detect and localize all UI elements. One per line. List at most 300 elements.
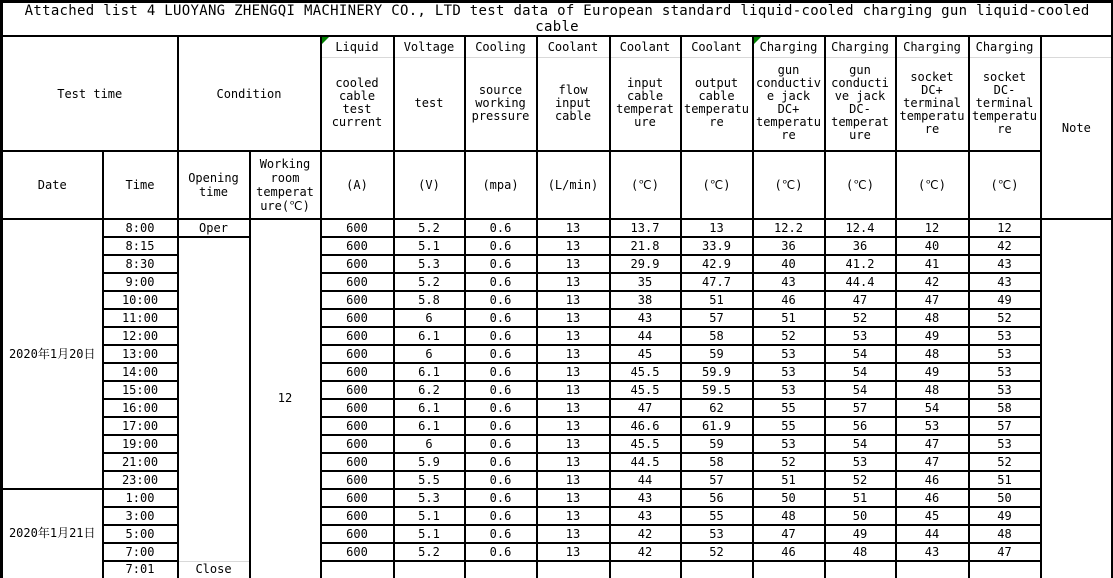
cell-value[interactable]: 600 xyxy=(321,309,394,327)
cell-value[interactable]: 600 xyxy=(321,345,394,363)
cell-value[interactable]: 6 xyxy=(394,345,465,363)
cell-value[interactable]: 12 xyxy=(896,219,969,237)
cell-value[interactable]: 0.6 xyxy=(465,543,537,561)
header-measure-top-word: Coolant xyxy=(538,37,609,58)
header-unit: (℃) xyxy=(896,151,969,219)
error-indicator-triangle-icon xyxy=(754,37,761,44)
cell-value[interactable]: 0.6 xyxy=(465,399,537,417)
cell-value[interactable]: 48 xyxy=(896,381,969,399)
cell-value[interactable]: 600 xyxy=(321,471,394,489)
cell-value[interactable] xyxy=(321,561,394,578)
cell-value[interactable]: 5.2 xyxy=(394,273,465,291)
cell-value[interactable]: 53 xyxy=(896,417,969,435)
header-opening-time: Opening time xyxy=(178,151,250,219)
cell-time[interactable]: 8:30 xyxy=(103,255,178,273)
table-row xyxy=(2,273,1113,291)
header-measure-top-word: Coolant xyxy=(611,37,680,58)
cell-value[interactable]: 600 xyxy=(321,507,394,525)
header-note: Note xyxy=(1041,36,1113,219)
table-row xyxy=(2,489,1113,507)
header-unit: (A) xyxy=(321,151,394,219)
header-measure-top-word: Voltage xyxy=(395,37,464,58)
cell-value[interactable]: 56 xyxy=(825,417,896,435)
cell-value[interactable]: 600 xyxy=(321,399,394,417)
table-row xyxy=(2,309,1113,327)
header-measure-top-word: Charging xyxy=(897,37,968,58)
header-measure-description: socket DC- terminal temperature xyxy=(971,69,1038,136)
header-measure-description: source working pressure xyxy=(471,82,530,123)
cell-value[interactable] xyxy=(681,561,753,578)
header-unit: (℃) xyxy=(969,151,1041,219)
table-row xyxy=(2,291,1113,309)
header-unit: (L/min) xyxy=(537,151,610,219)
header-row-1 xyxy=(2,36,1113,151)
cell-value[interactable]: 53 xyxy=(969,435,1041,453)
cell-value[interactable]: 6 xyxy=(394,435,465,453)
header-test-time: Test time xyxy=(2,36,178,151)
table-row xyxy=(2,327,1113,345)
cell-value[interactable]: 46.6 xyxy=(610,417,681,435)
cell-value[interactable]: 48 xyxy=(753,507,825,525)
cell-value[interactable]: 47 xyxy=(896,291,969,309)
cell-value[interactable]: 600 xyxy=(321,237,394,255)
header-measure-description: socket DC+ terminal temperature xyxy=(899,69,965,136)
table-row xyxy=(2,435,1113,453)
cell-value[interactable]: 0.6 xyxy=(465,255,537,273)
cell-value[interactable]: 48 xyxy=(896,309,969,327)
cell-value[interactable]: 41.2 xyxy=(825,255,896,273)
cell-value[interactable]: 54 xyxy=(825,345,896,363)
cell-value[interactable]: 13 xyxy=(537,363,610,381)
header-row-2 xyxy=(2,151,1113,219)
cell-value[interactable]: 53 xyxy=(753,363,825,381)
cell-value[interactable]: 0.6 xyxy=(465,237,537,255)
cell-value[interactable]: 44.4 xyxy=(825,273,896,291)
cell-time[interactable]: 7:01 xyxy=(103,561,178,578)
cell-value[interactable]: 5.8 xyxy=(394,291,465,309)
cell-value[interactable] xyxy=(465,561,537,578)
cell-value[interactable]: 13 xyxy=(537,219,610,237)
cell-note[interactable] xyxy=(1041,219,1113,578)
cell-value[interactable]: 35 xyxy=(610,273,681,291)
cell-value[interactable]: 43 xyxy=(896,543,969,561)
cell-value[interactable]: 600 xyxy=(321,525,394,543)
cell-value[interactable]: 6.1 xyxy=(394,327,465,345)
cell-opening-oper[interactable]: Oper xyxy=(178,219,250,237)
cell-value[interactable]: 52 xyxy=(825,309,896,327)
cell-value[interactable]: 0.6 xyxy=(465,291,537,309)
cell-opening-close[interactable]: Close xyxy=(178,561,250,578)
header-measure-column xyxy=(825,36,896,151)
cell-value[interactable]: 46 xyxy=(753,543,825,561)
cell-time[interactable]: 8:15 xyxy=(103,237,178,255)
cell-value[interactable]: 43 xyxy=(610,489,681,507)
cell-value[interactable]: 36 xyxy=(753,237,825,255)
cell-value[interactable]: 13 xyxy=(537,381,610,399)
cell-value[interactable]: 52 xyxy=(825,471,896,489)
cell-value[interactable]: 600 xyxy=(321,327,394,345)
cell-value[interactable]: 43 xyxy=(610,507,681,525)
table-row xyxy=(2,507,1113,525)
cell-value[interactable]: 6.1 xyxy=(394,399,465,417)
header-measure-column xyxy=(465,36,537,151)
header-measure-description: output cable temperature xyxy=(683,76,750,129)
cell-value[interactable]: 600 xyxy=(321,219,394,237)
cell-value[interactable]: 13 xyxy=(537,399,610,417)
cell-value[interactable]: 49 xyxy=(969,507,1041,525)
cell-value[interactable]: 43 xyxy=(610,309,681,327)
cell-value[interactable]: 0.6 xyxy=(465,345,537,363)
table-row xyxy=(2,255,1113,273)
cell-value[interactable]: 48 xyxy=(969,525,1041,543)
cell-value[interactable]: 12.2 xyxy=(753,219,825,237)
header-unit: (mpa) xyxy=(465,151,537,219)
cell-value[interactable]: 5.1 xyxy=(394,507,465,525)
cell-value[interactable]: 13 xyxy=(537,507,610,525)
cell-value[interactable]: 13 xyxy=(537,345,610,363)
cell-time[interactable]: 19:00 xyxy=(103,435,178,453)
cell-time[interactable]: 23:00 xyxy=(103,471,178,489)
cell-time[interactable]: 14:00 xyxy=(103,363,178,381)
cell-value[interactable]: 42 xyxy=(610,543,681,561)
cell-value[interactable]: 600 xyxy=(321,381,394,399)
cell-value[interactable]: 13.7 xyxy=(610,219,681,237)
cell-value[interactable]: 50 xyxy=(825,507,896,525)
cell-value[interactable]: 49 xyxy=(969,291,1041,309)
cell-value[interactable]: 62 xyxy=(681,399,753,417)
table-row xyxy=(2,237,1113,255)
header-measure-top-word: Charging xyxy=(754,37,824,58)
cell-value[interactable]: 5.1 xyxy=(394,237,465,255)
cell-value[interactable]: 12.4 xyxy=(825,219,896,237)
cell-value[interactable]: 53 xyxy=(969,327,1041,345)
cell-value[interactable]: 44 xyxy=(610,471,681,489)
cell-value[interactable]: 600 xyxy=(321,363,394,381)
header-measure-top-word: Charging xyxy=(970,37,1040,58)
cell-value[interactable]: 13 xyxy=(537,273,610,291)
cell-value[interactable]: 45.5 xyxy=(610,381,681,399)
cell-value[interactable]: 600 xyxy=(321,291,394,309)
cell-value[interactable]: 12 xyxy=(969,219,1041,237)
cell-value[interactable]: 13 xyxy=(537,453,610,471)
cell-value[interactable]: 44.5 xyxy=(610,453,681,471)
cell-value[interactable]: 600 xyxy=(321,435,394,453)
cell-value[interactable] xyxy=(537,561,610,578)
cell-value[interactable]: 43 xyxy=(969,273,1041,291)
cell-value[interactable]: 44 xyxy=(896,525,969,543)
cell-value[interactable]: 50 xyxy=(969,489,1041,507)
header-time: Time xyxy=(103,151,178,219)
cell-value[interactable]: 47 xyxy=(896,435,969,453)
cell-value[interactable]: 45.5 xyxy=(610,435,681,453)
cell-value[interactable]: 47 xyxy=(753,525,825,543)
cell-value[interactable]: 0.6 xyxy=(465,381,537,399)
cell-time[interactable]: 11:00 xyxy=(103,309,178,327)
cell-value[interactable] xyxy=(394,561,465,578)
header-measure-description: flow input cable xyxy=(554,82,592,123)
cell-value[interactable]: 13 xyxy=(537,237,610,255)
cell-value[interactable]: 600 xyxy=(321,255,394,273)
cell-value[interactable]: 53 xyxy=(969,381,1041,399)
cell-time[interactable]: 13:00 xyxy=(103,345,178,363)
cell-value[interactable]: 49 xyxy=(896,327,969,345)
cell-value[interactable]: 6 xyxy=(394,309,465,327)
table-row xyxy=(2,381,1113,399)
cell-value[interactable]: 57 xyxy=(825,399,896,417)
header-unit: (℃) xyxy=(753,151,825,219)
cell-value[interactable]: 0.6 xyxy=(465,219,537,237)
header-working-room-temp: Working room temperature(℃) xyxy=(250,151,321,219)
cell-value[interactable]: 36 xyxy=(825,237,896,255)
table-row xyxy=(2,219,1113,237)
cell-value[interactable]: 33.9 xyxy=(681,237,753,255)
cell-value[interactable]: 0.6 xyxy=(465,489,537,507)
cell-value[interactable]: 59.9 xyxy=(681,363,753,381)
cell-time[interactable]: 10:00 xyxy=(103,291,178,309)
cell-value[interactable]: 48 xyxy=(896,345,969,363)
header-measure-column xyxy=(681,36,753,151)
header-measure-column xyxy=(321,36,394,151)
table-title: Attached list 4 LUOYANG ZHENGQI MACHINERY CO., LTD test data of European standard liquid-cooled charging gun liquid-cooled cable xyxy=(2,2,1113,37)
cell-value[interactable]: 600 xyxy=(321,543,394,561)
header-measure-column xyxy=(537,36,610,151)
cell-value[interactable]: 6.1 xyxy=(394,417,465,435)
table-row xyxy=(2,543,1113,561)
cell-value[interactable]: 52 xyxy=(681,543,753,561)
header-condition: Condition xyxy=(178,36,321,151)
cell-value[interactable] xyxy=(969,561,1041,578)
cell-value[interactable]: 13 xyxy=(681,219,753,237)
cell-working-room-temp[interactable]: 12 xyxy=(250,219,321,578)
cell-value[interactable]: 0.6 xyxy=(465,363,537,381)
cell-value[interactable]: 5.9 xyxy=(394,453,465,471)
cell-value[interactable]: 57 xyxy=(969,417,1041,435)
cell-time[interactable]: 8:00 xyxy=(103,219,178,237)
cell-value[interactable]: 47 xyxy=(825,291,896,309)
cell-value[interactable]: 52 xyxy=(753,453,825,471)
cell-value[interactable] xyxy=(610,561,681,578)
header-measure-column xyxy=(969,36,1041,151)
cell-value[interactable]: 53 xyxy=(969,363,1041,381)
cell-value[interactable]: 0.6 xyxy=(465,435,537,453)
cell-value[interactable]: 61.9 xyxy=(681,417,753,435)
cell-value[interactable]: 52 xyxy=(969,453,1041,471)
header-measure-column xyxy=(753,36,825,151)
header-measure-description: gun conductive jack DC- temperature xyxy=(831,63,889,142)
cell-value[interactable]: 59 xyxy=(681,435,753,453)
cell-value[interactable]: 600 xyxy=(321,453,394,471)
cell-value[interactable]: 46 xyxy=(896,471,969,489)
cell-value[interactable]: 0.6 xyxy=(465,273,537,291)
header-date: Date xyxy=(2,151,103,219)
cell-value[interactable]: 13 xyxy=(537,489,610,507)
cell-value[interactable]: 0.6 xyxy=(465,309,537,327)
cell-date[interactable]: 2020年1月21日 xyxy=(2,489,103,578)
cell-value[interactable]: 49 xyxy=(825,525,896,543)
cell-value[interactable]: 47 xyxy=(610,399,681,417)
cell-value[interactable]: 6.1 xyxy=(394,363,465,381)
cell-time[interactable]: 1:00 xyxy=(103,489,178,507)
cell-value[interactable]: 47 xyxy=(969,543,1041,561)
cell-value[interactable]: 5.1 xyxy=(394,525,465,543)
cell-value[interactable]: 0.6 xyxy=(465,417,537,435)
cell-value[interactable]: 45.5 xyxy=(610,363,681,381)
error-indicator-triangle-icon xyxy=(322,37,329,44)
table-row xyxy=(2,417,1113,435)
cell-value[interactable]: 59 xyxy=(681,345,753,363)
cell-value[interactable]: 56 xyxy=(681,489,753,507)
cell-time[interactable]: 15:00 xyxy=(103,381,178,399)
cell-value[interactable]: 48 xyxy=(825,543,896,561)
header-unit: (℃) xyxy=(610,151,681,219)
cell-value[interactable]: 53 xyxy=(681,525,753,543)
table-row xyxy=(2,471,1113,489)
cell-value[interactable]: 54 xyxy=(896,399,969,417)
cell-value[interactable]: 47 xyxy=(896,453,969,471)
header-measure-top-word: Liquid xyxy=(322,37,393,58)
header-measure-column xyxy=(394,36,465,151)
header-measure-column xyxy=(896,36,969,151)
cell-value[interactable]: 13 xyxy=(537,309,610,327)
header-measure-description: gun conductive jack DC+ temperature xyxy=(755,63,822,142)
cell-value[interactable]: 49 xyxy=(896,363,969,381)
header-measure-description: test xyxy=(414,95,444,110)
cell-value[interactable]: 0.6 xyxy=(465,507,537,525)
header-measure-description: input cable temperature xyxy=(616,76,674,129)
cell-value[interactable]: 57 xyxy=(681,471,753,489)
cell-value[interactable] xyxy=(825,561,896,578)
cell-opening-blank[interactable] xyxy=(178,237,250,561)
cell-value[interactable]: 40 xyxy=(753,255,825,273)
cell-value[interactable]: 51 xyxy=(753,471,825,489)
table-row xyxy=(2,345,1113,363)
cell-value[interactable]: 58 xyxy=(969,399,1041,417)
cell-time[interactable]: 7:00 xyxy=(103,543,178,561)
cell-value[interactable]: 38 xyxy=(610,291,681,309)
cell-time[interactable]: 17:00 xyxy=(103,417,178,435)
header-measure-top-word: Coolant xyxy=(682,37,752,58)
cell-value[interactable]: 43 xyxy=(969,255,1041,273)
cell-value[interactable]: 55 xyxy=(753,417,825,435)
cell-time[interactable]: 3:00 xyxy=(103,507,178,525)
cell-time[interactable]: 16:00 xyxy=(103,399,178,417)
cell-value[interactable]: 53 xyxy=(969,345,1041,363)
cell-value[interactable]: 55 xyxy=(681,507,753,525)
cell-value[interactable]: 54 xyxy=(825,363,896,381)
cell-value[interactable]: 53 xyxy=(753,381,825,399)
cell-value[interactable]: 44 xyxy=(610,327,681,345)
cell-value[interactable]: 45 xyxy=(896,507,969,525)
cell-value[interactable]: 51 xyxy=(681,291,753,309)
cell-value[interactable]: 13 xyxy=(537,255,610,273)
cell-value[interactable]: 58 xyxy=(681,327,753,345)
header-unit: (℃) xyxy=(681,151,753,219)
cell-value[interactable]: 55 xyxy=(753,399,825,417)
cell-value[interactable]: 58 xyxy=(681,453,753,471)
cell-value[interactable]: 40 xyxy=(896,237,969,255)
cell-value[interactable]: 5.5 xyxy=(394,471,465,489)
header-unit: (V) xyxy=(394,151,465,219)
cell-value[interactable]: 51 xyxy=(753,309,825,327)
header-unit: (℃) xyxy=(825,151,896,219)
cell-value[interactable]: 21.8 xyxy=(610,237,681,255)
cell-value[interactable]: 13 xyxy=(537,435,610,453)
cell-value[interactable]: 5.3 xyxy=(394,255,465,273)
cell-value[interactable]: 13 xyxy=(537,471,610,489)
cell-value[interactable]: 51 xyxy=(969,471,1041,489)
cell-value[interactable]: 13 xyxy=(537,543,610,561)
cell-value[interactable] xyxy=(896,561,969,578)
header-measure-description: cooled cable test current xyxy=(331,76,383,129)
cell-value[interactable]: 600 xyxy=(321,417,394,435)
cell-value[interactable]: 57 xyxy=(681,309,753,327)
cell-value[interactable]: 41 xyxy=(896,255,969,273)
cell-value[interactable]: 54 xyxy=(825,381,896,399)
cell-value[interactable]: 600 xyxy=(321,489,394,507)
cell-value[interactable]: 6.2 xyxy=(394,381,465,399)
cell-value[interactable]: 50 xyxy=(753,489,825,507)
cell-time[interactable]: 21:00 xyxy=(103,453,178,471)
cell-value[interactable]: 5.2 xyxy=(394,543,465,561)
table-row xyxy=(2,525,1113,543)
cell-time[interactable]: 5:00 xyxy=(103,525,178,543)
cell-value[interactable]: 42 xyxy=(896,273,969,291)
cell-value[interactable]: 42.9 xyxy=(681,255,753,273)
cell-value[interactable]: 13 xyxy=(537,327,610,345)
cell-value[interactable]: 600 xyxy=(321,273,394,291)
cell-value[interactable]: 53 xyxy=(753,345,825,363)
cell-value[interactable]: 0.6 xyxy=(465,453,537,471)
cell-value[interactable]: 53 xyxy=(753,435,825,453)
cell-time[interactable]: 12:00 xyxy=(103,327,178,345)
cell-value[interactable] xyxy=(753,561,825,578)
cell-value[interactable]: 46 xyxy=(753,291,825,309)
table-row xyxy=(2,561,1113,578)
cell-value[interactable]: 5.2 xyxy=(394,219,465,237)
cell-value[interactable]: 52 xyxy=(969,309,1041,327)
cell-value[interactable]: 53 xyxy=(825,327,896,345)
cell-value[interactable]: 5.3 xyxy=(394,489,465,507)
cell-value[interactable]: 54 xyxy=(825,435,896,453)
cell-time[interactable]: 9:00 xyxy=(103,273,178,291)
cell-value[interactable]: 0.6 xyxy=(465,471,537,489)
cell-value[interactable]: 59.5 xyxy=(681,381,753,399)
header-measure-column xyxy=(610,36,681,151)
cell-value[interactable]: 13 xyxy=(537,291,610,309)
cell-value[interactable]: 0.6 xyxy=(465,327,537,345)
cell-value[interactable]: 53 xyxy=(825,453,896,471)
cell-value[interactable]: 13 xyxy=(537,417,610,435)
cell-date[interactable]: 2020年1月20日 xyxy=(2,219,103,489)
cell-value[interactable]: 46 xyxy=(896,489,969,507)
cell-value[interactable]: 0.6 xyxy=(465,525,537,543)
cell-value[interactable]: 43 xyxy=(753,273,825,291)
table-row xyxy=(2,363,1113,381)
cell-value[interactable]: 13 xyxy=(537,525,610,543)
cell-value[interactable]: 51 xyxy=(825,489,896,507)
title-row xyxy=(2,2,1113,37)
table-row xyxy=(2,399,1113,417)
table-row xyxy=(2,453,1113,471)
cell-value[interactable]: 29.9 xyxy=(610,255,681,273)
header-measure-top-word: Charging xyxy=(826,37,895,58)
cell-value[interactable]: 42 xyxy=(610,525,681,543)
cell-value[interactable]: 47.7 xyxy=(681,273,753,291)
cell-value[interactable]: 45 xyxy=(610,345,681,363)
header-measure-top-word: Cooling xyxy=(466,37,536,58)
cell-value[interactable]: 52 xyxy=(753,327,825,345)
cell-value[interactable]: 42 xyxy=(969,237,1041,255)
